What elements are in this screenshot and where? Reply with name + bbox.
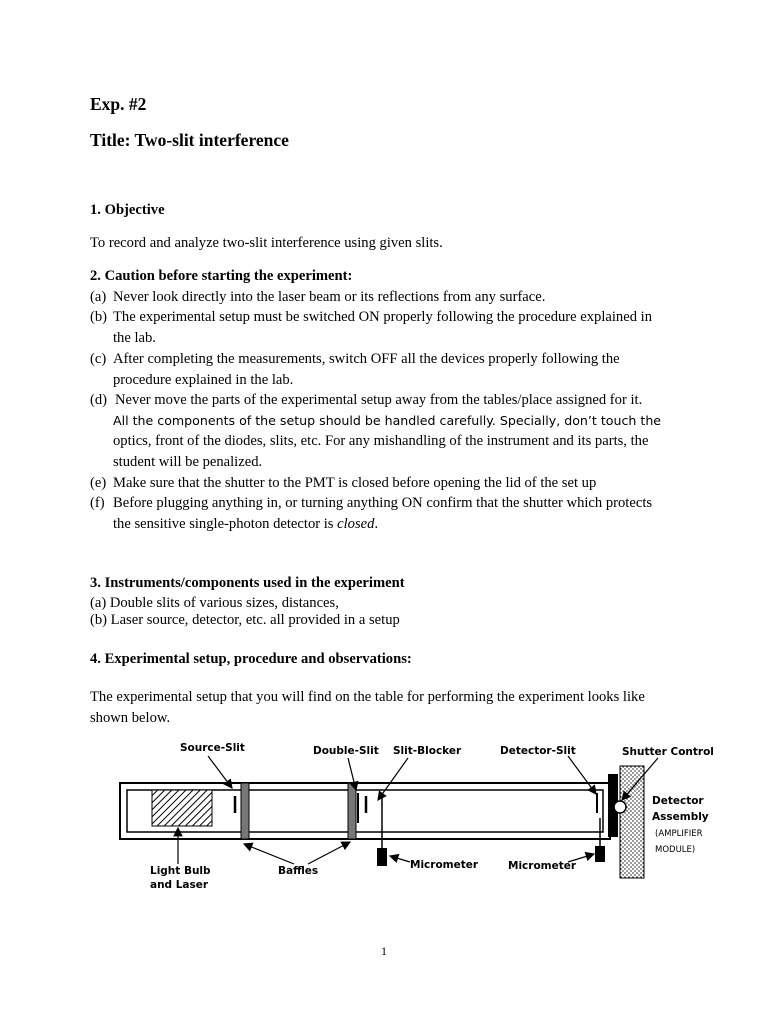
- page-number: 1: [381, 944, 387, 958]
- label-slit-blocker: Slit-Blocker: [393, 745, 462, 757]
- shutter-control-knob: [614, 801, 626, 813]
- caution-text-b-1: The experimental setup must be switched ON properly following the procedure explained in: [113, 309, 652, 325]
- instrument-item-b: (b) Laser source, detector, etc. all provided in a setup: [90, 612, 400, 628]
- caution-text-f-2: [113, 516, 378, 533]
- section-caution-heading: 2. Caution before starting the experiment:: [90, 268, 353, 284]
- caution-label-a: (a): [90, 289, 107, 305]
- label-assembly: Assembly: [652, 811, 709, 823]
- caution-label-e: (e): [90, 475, 107, 491]
- label-and-laser: and Laser: [150, 879, 209, 891]
- arrow-baffle-2: [308, 842, 350, 864]
- caution-text-c-2: procedure explained in the lab.: [113, 372, 294, 388]
- section-objective-heading: 1. Objective: [90, 202, 165, 218]
- label-micrometer-1: Micrometer: [410, 859, 479, 871]
- baffle-2: [348, 783, 356, 839]
- caution-text-a-1: Never look directly into the laser beam or its reflections from any surface.: [113, 289, 546, 305]
- caution-text-d-4: student will be penalized.: [113, 454, 263, 470]
- label-micrometer-2: Micrometer: [508, 860, 577, 872]
- baffle-1: [241, 783, 249, 839]
- label-amplifier: (AMPLIFIER: [655, 829, 703, 839]
- caution-text-d-3: optics, front of the diodes, slits, etc. For any mishandling of the instrument and its parts, the: [113, 433, 649, 449]
- objective-text: To record and analyze two-slit interference using given slits.: [90, 235, 443, 251]
- caution-text-f-2-main: the sensitive single-photon detector is: [113, 516, 338, 532]
- caution-label-c: (c): [90, 351, 107, 367]
- light-bulb-laser-box: [152, 790, 212, 826]
- label-double-slit: Double-Slit: [313, 745, 379, 757]
- experiment-title: Title: Two-slit interference: [90, 130, 289, 150]
- detector-assembly: [620, 766, 644, 878]
- caution-text-e-1: Make sure that the shutter to the PMT is closed before opening the lid of the set up: [113, 475, 597, 491]
- caution-label-b: (b): [90, 309, 108, 325]
- caution-label-d: (d): [90, 392, 108, 408]
- caution-text-b-2: the lab.: [113, 330, 156, 346]
- section-instruments-heading: 3. Instruments/components used in the experiment: [90, 575, 405, 591]
- instrument-item-a: (a) Double slits of various sizes, distances,: [90, 595, 339, 611]
- label-light-bulb: Light Bulb: [150, 865, 211, 877]
- arrow-baffle-1: [244, 844, 294, 864]
- setup-text-2: shown below.: [90, 710, 171, 726]
- arrow-micrometer-2: [568, 854, 594, 862]
- experimental-setup-diagram: [110, 738, 720, 898]
- caution-text-f-1: Before plugging anything in, or turning anything ON confirm that the shutter which protects: [113, 495, 653, 511]
- label-detector-slit: Detector-Slit: [500, 745, 576, 757]
- caution-text-f-2-tail: .: [374, 516, 379, 532]
- caution-text-d-2: All the components of the setup should be handled carefully. Specially, don’t touch the: [113, 413, 662, 428]
- caution-label-f: (f): [90, 495, 105, 511]
- label-baffles: Baffles: [278, 865, 319, 877]
- caution-emphasis-closed: closed: [337, 516, 375, 532]
- section-setup-heading: 4. Experimental setup, procedure and observations:: [90, 651, 412, 667]
- arrow-micrometer-1: [390, 856, 410, 862]
- micrometer-1-knob: [377, 848, 387, 866]
- label-source-slit: Source-Slit: [180, 742, 245, 754]
- micrometer-2-knob: [595, 846, 605, 862]
- label-module: MODULE): [655, 845, 696, 855]
- label-detector: Detector: [652, 795, 704, 807]
- label-shutter-control: Shutter Control: [622, 746, 714, 758]
- caution-text-c-1: After completing the measurements, switch OFF all the devices properly following the: [113, 351, 620, 367]
- experiment-number: Exp. #2: [90, 94, 147, 114]
- setup-text-1: The experimental setup that you will find on the table for performing the experiment looks like: [90, 689, 645, 705]
- caution-text-d-1: Never move the parts of the experimental setup away from the tables/place assigned for it.: [115, 392, 643, 408]
